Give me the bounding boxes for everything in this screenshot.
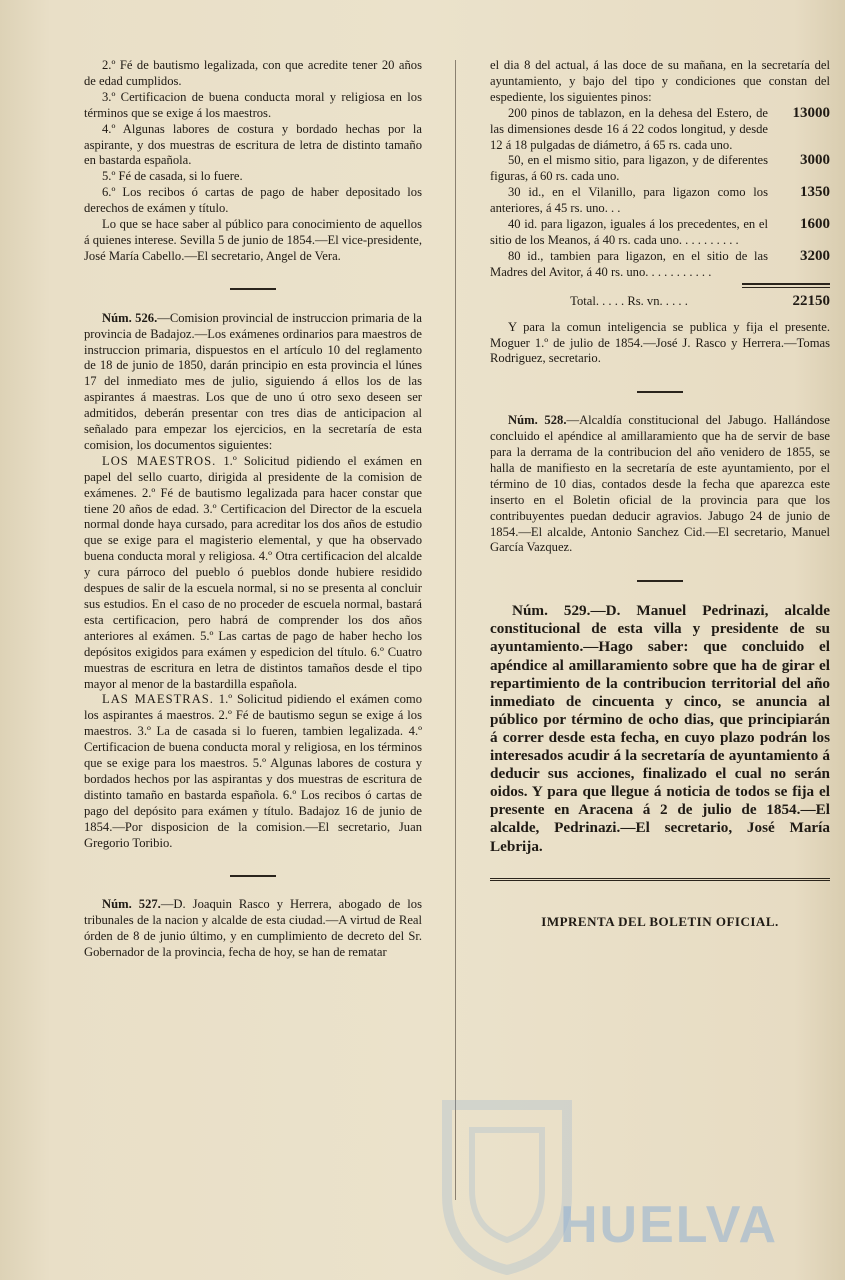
lot-row: [490, 153, 830, 185]
lot-amount: 1600: [800, 216, 830, 233]
notice-heading: Núm. 529.: [512, 602, 591, 620]
maestras-label: LAS MAESTRAS.: [102, 692, 214, 707]
column-divider: [455, 60, 456, 1200]
lot-text: 40 id. para ligazon, iguales á los precedentes, en el sitio de los Meanos, á 40 rs. cada uno. . . . . . . . . .: [490, 217, 768, 247]
lot-text: 200 pinos de tablazon, en la dehesa del Estero, de las dimensiones desde 16 á 22 codos longitud, y desde 12 á 18 pulgadas de diámetro, á 65 rs. cada uno.: [490, 105, 768, 152]
footer-rule: [490, 878, 830, 884]
notice-heading: Núm. 526.: [102, 310, 158, 325]
intro-item: 4.º Algunas labores de costura y bordado hechas por la aspirante, y dos muestras de escritura de letra de distinto tamaño en bastarda española.: [84, 121, 422, 168]
lot-amount: 3200: [800, 247, 830, 264]
intro-item: 5.º Fé de casada, si lo fuere.: [102, 169, 243, 184]
lot-amount: 3000: [800, 152, 830, 169]
lot-row: [490, 249, 830, 281]
notice-body: —Comision provincial de instruccion primaria de la provincia de Badajoz.—Los exámenes ordinarios para maestros de instruccion primaria, dispuestos en el artículo 10 del reglamento de 18 de junio de 1850, darán principio en esta provincia el lúnes 17 del inmediato mes de julio, siguiendo á ellos los de las aspirantes á maestras. Los que de uno ú otro sexo deseen ser admitidos, deberán presentar con tres dias de anticipacion al señalado para empezar los ejercicios, en la secretaría de esta comision, los documentos siguientes:: [84, 310, 422, 452]
total-label: Total. . . . . Rs. vn. . . . .: [570, 293, 688, 308]
notice-body: —D. Manuel Pedrinazi, alcalde constitucional de esta villa y presidente de su ayuntamiento.—Hago saber: que concluido el apéndice al amillaramiento sobre que ha de girar el repartimiento de la contribucion territorial del año inmediato de cincuenta y cinco, se anuncia al público por término de ocho dias, que principiarán á correr desde esta fecha, en cuyo plazo podrán los interesados acudir á la secretaría de ayuntamiento á deducir sus acciones, finalizado el cual no serán oidos. Y para que llegue á noticia de todos se fija el presente en Aracena á 2 de julio de 1854.—El alcalde, Pedrinazi.—El secretario, José María Lebrija.: [490, 602, 830, 855]
total-row: [490, 294, 830, 310]
intro-item: 2.º Fé de bautismo legalizada, con que acredite tener 20 años de edad cumplidos.: [84, 58, 422, 88]
notice-heading: Núm. 527.: [102, 897, 161, 912]
maestras-text: 1.º Solicitud pidiendo el exámen como los aspirantes á maestros. 2.º Fé de bautismo segun se exige á los maestros. 3.º La de casada si lo fueren, tambien legalizada. 4.º Certificacion de buena conducta moral y religiosa, en los términos que se exige para los maestros. 5.º Algunas labores de costura y bordados hechos por las aspirantas y dos muestras de escritura de distinto tamaño en bastarda española. 6.º Los recibos ó cartas de pago del depósito para exámen y título. Badajoz 16 de junio de 1854.—Por disposicion de la comision.—El secretario, Juan Gregorio Toribio.: [84, 692, 423, 850]
notice-heading: Núm. 528.: [508, 413, 567, 428]
notice-526: [84, 311, 422, 454]
notice-529: [490, 602, 830, 855]
section-separator: [84, 868, 422, 884]
lot-text: 30 id., en el Vilanillo, para ligazon como los anteriores, á 45 rs. uno. . .: [490, 185, 768, 216]
section-separator: [490, 383, 830, 399]
intro-closing: Lo que se hace saber al público para conocimiento de aquellos á quienes interese. Sevilla 5 de junio de 1854.—El vice-presidente, José María Cabello.—El secretario, Angel de Vera.: [84, 217, 422, 263]
maestros-label: LOS MAESTROS.: [102, 453, 217, 468]
section-separator: [84, 281, 422, 297]
lot-row: [490, 106, 830, 154]
lot-text: 80 id., tambien para ligazon, en el sitio de las Madres del Avitor, á 40 rs. uno. . . . . . . . . . .: [490, 248, 768, 279]
lot-text: 50, en el mismo sitio, para ligazon, y de diferentes figuras, á 60 rs. cada uno.: [490, 153, 768, 184]
notice-body: —D. Joaquin Rasco y Herrera, abogado de los tribunales de la nacion y alcalde de esta ciudad.—A virtud de Real órden de 8 de junio último, y en cumplimiento de decreto del Sr. Gobernador de la provincia, fecha de hoy, se han de rematar: [84, 897, 422, 960]
maestras-paragraph: [84, 692, 422, 851]
lot-row: [490, 185, 830, 217]
notice-527-continuation: el dia 8 del actual, á las doce de su mañana, en la secretaría del ayuntamiento, y bajo del tipo y condiciones que constan del espediente, los siguientes pinos:: [490, 58, 830, 104]
intro-item: 6.º Los recibos ó cartas de pago de haber depositado los derechos de exámen y título.: [84, 185, 422, 216]
notice-527-closing: Y para la comun inteligencia se publica y fija el presente. Moguer 1.º de julio de 1854.—José J. Rasco y Herrera.—Tomas Rodriguez, secretario.: [490, 319, 830, 366]
notice-body: —Alcaldía constitucional del Jabugo. Hallándose concluido el apéndice al amillaramiento que ha de servir de base para la derrama de la contribucion del año venidero de 1855, se halla de manifiesto en la secretaría de este ayuntamiento, por el término de 10 dias, contados desde la fecha que aparezca este inserto en el Boletin oficial de la provincia para que los contribuyentes puedan deducir agravios. Jabugo 24 de junio de 1854.—El alcalde, Antonio Sanchez Cid.—El secretario, Manuel García Vazquez.: [490, 413, 830, 555]
intro-item: 3.º Certificacion de buena conducta moral y religiosa en los términos que se exige á los maestros.: [84, 89, 422, 120]
maestros-text: 1.º Solicitud pidiendo el exámen en papel del sello cuarto, dirigida al presidente de la comision de exámenes. 2.º Fé de bautismo legalizada para hacer constar que tiene 20 años de edad. 3.º Certificacion del Director de la escuela normal donde haya cursado, para acreditar los dos años de estudio que se exige para el magisterio elemental, y que ha observado buena conducta moral y religiosa. 4.º Otra certificacion del alcalde y cura párroco del pueblo ó pueblos donde hubiere residido despues de salir de la escuela normal, si no se presenta al concluir sus estudios. En el caso de no proceder de escuela normal, bastará esta certificacion, pero habrá de comprender los dos años anteriores al exámen. 5.º Las cartas de pago de haber hecho los depósitos exigidos para exámen y espedicion del título. 6.º Cuatro muestras de escritura en letra de distintos tamaños desde el tipo mayor al menor de la bastardilla española.: [84, 453, 422, 691]
watermark-text: HUELVA: [560, 1196, 779, 1254]
left-column: [84, 58, 422, 961]
lot-row: [490, 217, 830, 249]
lot-amount: 13000: [792, 104, 830, 121]
printer-imprint: IMPRENTA DEL BOLETIN OFICIAL.: [541, 913, 779, 929]
notice-528: [490, 413, 830, 556]
section-separator: [490, 572, 830, 588]
maestros-paragraph: [84, 454, 422, 693]
total-amount: 22150: [792, 292, 830, 309]
notice-527: [84, 897, 422, 961]
right-column: [490, 58, 830, 930]
lot-amount: 1350: [800, 184, 830, 201]
total-rule: [742, 283, 830, 288]
